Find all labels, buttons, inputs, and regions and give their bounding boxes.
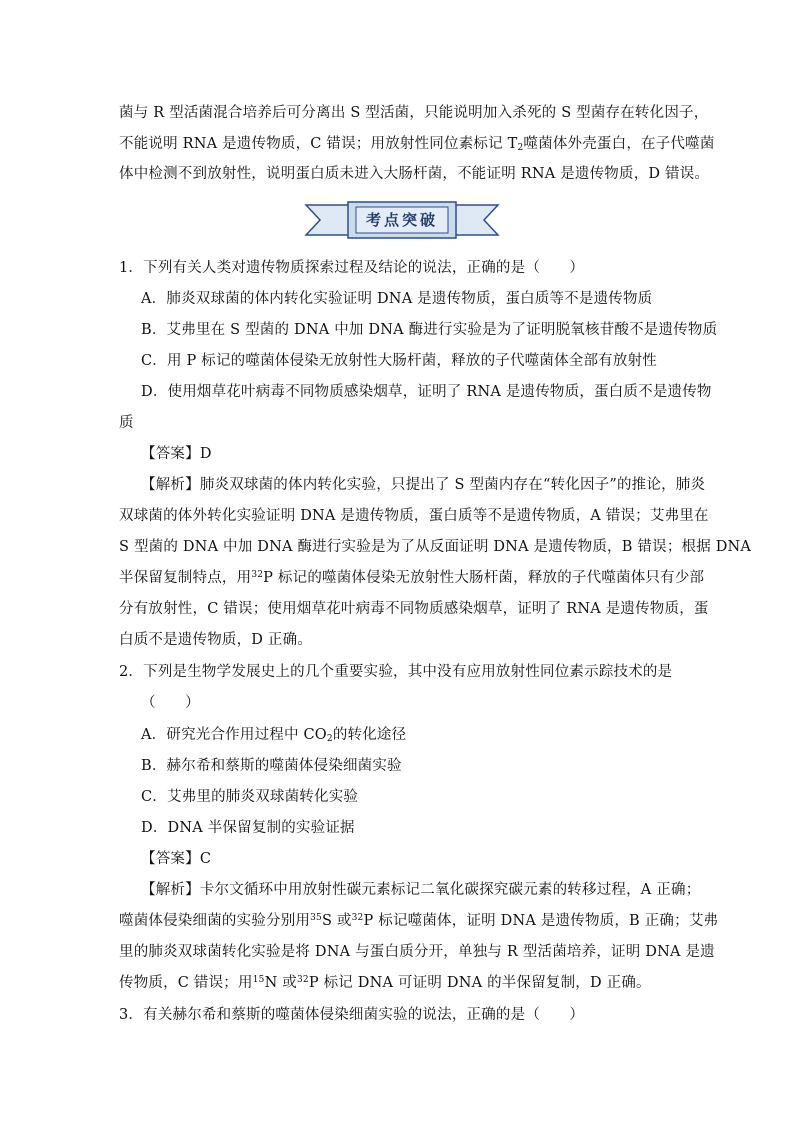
q1-option-d-cont: 质 bbox=[119, 415, 134, 431]
q1-option-c: C．用 P 标记的噬菌体侵染无放射性大肠杆菌，释放的子代噬菌体全部有放射性 bbox=[141, 353, 657, 369]
intro-line-2: 不能说明 RNA 是遗传物质，C 错误；用放射性同位素标记 $T_2$噬菌体外壳蛋白，在子代噬菌 bbox=[119, 136, 715, 153]
q2-answer bbox=[141, 849, 701, 869]
q1-explanation-2: 双球菌的体外转化实验证明 DNA 是遗传物质，蛋白质等不是遗传物质，A 错误；艾弗里在 bbox=[119, 508, 709, 524]
intro-line-1: 菌与 R 型活菌混合培养后可分离出 S 型活菌，只能说明加入杀死的 S 型菌存在转化因子， bbox=[119, 105, 709, 121]
answer-value: C bbox=[199, 851, 212, 867]
q2-option-d: D．DNA 半保留复制的实验证据 bbox=[141, 820, 355, 836]
q3-stem: 3．有关赫尔希和蔡斯的噬菌体侵染细菌实验的说法，正确的是（ ） bbox=[119, 1007, 585, 1023]
q2-explanation-2: 噬菌体侵染细菌的实验分别用$^{35}$S 或$^{32}$P 标记噬菌体，证明 DNA 是遗传物质，B 正确；艾弗 bbox=[119, 913, 719, 929]
explanation-label: 【解析】 bbox=[141, 882, 200, 898]
section-banner bbox=[304, 200, 500, 240]
q2-option-c: C．艾弗里的肺炎双球菌转化实验 bbox=[141, 789, 359, 805]
q2-stem: 2．下列是生物学发展史上的几个重要实验，其中没有应用放射性同位素示踪技术的是 bbox=[119, 664, 673, 680]
q1-explanation-5: 分有放射性，C 错误；使用烟草花叶病毒不同物质感染烟草，证明了 RNA 是遗传物质，蛋 bbox=[119, 601, 709, 617]
q1-explanation-4: 半保留复制特点，用$^{32}$P 标记的噬菌体侵染无放射性大肠杆菌，释放的子代噬菌体只有少部 bbox=[119, 570, 705, 586]
q1-stem: 1．下列有关人类对遗传物质探索过程及结论的说法，正确的是（ ） bbox=[119, 260, 585, 276]
q1-option-d: D．使用烟草花叶病毒不同物质感染烟草，证明了 RNA 是遗传物质，蛋白质不是遗传物 bbox=[141, 384, 712, 400]
q1-explanation-3: S 型菌的 DNA 中加 DNA 酶进行实验是为了从反面证明 DNA 是遗传物质，B 错误；根据 DNA bbox=[119, 539, 752, 555]
q1-explanation-6: 白质不是遗传物质，D 正确。 bbox=[119, 632, 313, 648]
q1-explanation-1: 【解析】肺炎双球菌的体内转化实验，只提出了 S 型菌内存在“转化因子”的推论，肺炎 bbox=[141, 477, 706, 493]
q1-option-b: B．艾弗里在 S 型菌的 DNA 中加 DNA 酶进行实验是为了证明脱氧核苷酸不是遗传物质 bbox=[141, 322, 718, 338]
explanation-label: 【解析】 bbox=[141, 477, 200, 493]
q2-option-b: B．赫尔希和蔡斯的噬菌体侵染细菌实验 bbox=[141, 758, 402, 774]
q2-explanation-3: 里的肺炎双球菌转化实验是将 DNA 与蛋白质分开，单独与 R 型活菌培养，证明 DNA 是遗 bbox=[119, 944, 715, 960]
q1-answer bbox=[141, 444, 701, 464]
banner-title: 考点突破 bbox=[365, 211, 438, 229]
q2-explanation-4: 传物质，C 错误；用$^{15}$N 或$^{32}$P 标记 DNA 可证明 DNA 的半保留复制，D 正确。 bbox=[119, 975, 651, 991]
q1-option-a: A．肺炎双球菌的体内转化实验证明 DNA 是遗传物质，蛋白质等不是遗传物质 bbox=[141, 291, 653, 307]
q2-explanation-1: 【解析】卡尔文循环中用放射性碳元素标记二氧化碳探究碳元素的转移过程，A 正确； bbox=[141, 882, 701, 898]
answer-value: D bbox=[199, 446, 212, 462]
answer-label: 【答案】 bbox=[141, 851, 200, 867]
intro-line-3: 体中检测不到放射性，说明蛋白质未进入大肠杆菌，不能证明 RNA 是遗传物质，D 错误。 bbox=[119, 166, 710, 182]
answer-label: 【答案】 bbox=[141, 446, 200, 462]
q2-stem-bracket: （ ） bbox=[141, 695, 200, 711]
q2-option-a: A．研究光合作用过程中 $CO_2$的转化途径 bbox=[141, 727, 407, 744]
